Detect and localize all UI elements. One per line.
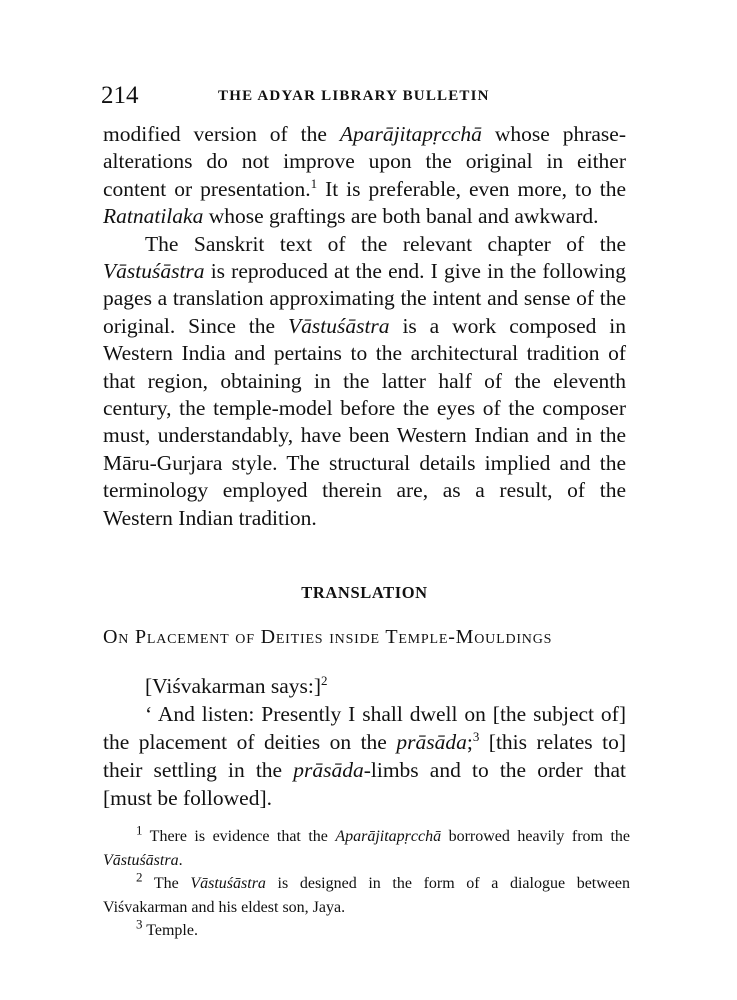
text-run: The Sanskrit text of the relevant chapter of the — [145, 231, 626, 256]
footnote-marker: 3 — [136, 916, 143, 932]
footnote — [103, 869, 631, 919]
text-run: [Viśvakarman says:] — [145, 674, 322, 698]
text-run: [this relates to] their settling in the — [103, 730, 626, 782]
body-paragraph — [103, 231, 626, 532]
footnote — [103, 916, 630, 943]
running-head: THE ADYAR LIBRARY BULLETIN — [218, 88, 490, 104]
footnote-marker: 2 — [321, 672, 328, 688]
italic-term: Aparājitapṛcchā — [339, 122, 482, 146]
text-run: The — [142, 875, 191, 892]
main-text — [103, 121, 626, 532]
text-run: It is preferable, even more, to the — [317, 176, 626, 201]
footnote-marker: 1 — [310, 175, 318, 191]
footnote — [103, 822, 631, 872]
italic-term: Vāstuśāstra — [287, 313, 390, 338]
page-number: 214 — [101, 82, 139, 109]
italic-term: Aparājitapṛcchā — [335, 828, 442, 845]
text-run: ; — [466, 730, 473, 754]
italic-term: prāsāda — [293, 758, 364, 782]
speaker-line — [103, 672, 626, 700]
chapter-subheading: On Placement of Deities inside Temple-Mouldings — [103, 626, 553, 648]
text-run: There is evidence that the — [142, 828, 336, 845]
footnote-marker: 2 — [136, 869, 143, 885]
text-run: . — [178, 851, 183, 869]
text-run: ‘ And listen: Presently I shall dwell on [the subject of] the placement of deities on the — [103, 702, 626, 754]
text-run: is a work composed in Western India and pertains to the architectural tradition of that region, obtaining in the latter half of the eleventh century, the temple-model before the eyes of the composer must, understandably, have been Western Indian and in the Māru-Gurjara style. The structural details implied and the terminology employed therein are, as a result, of the Western Indian tradition. — [103, 313, 627, 530]
italic-term: Ratnatilaka — [103, 204, 204, 229]
translation-paragraph — [103, 700, 626, 812]
text-run: modified version of the — [103, 122, 340, 146]
text-run: whose phrase-alterations do not improve upon the original in either content or presentation. — [103, 122, 626, 201]
page-header — [101, 82, 641, 116]
text-run: is reproduced at the end. I give in the following pages a translation approximating the intent and sense of the original. Since the — [103, 259, 626, 338]
text-run: Temple. — [142, 922, 198, 939]
text-run: -limbs and to the order that [must be followed]. — [103, 758, 626, 810]
italic-term: Vāstuśāstra — [103, 851, 179, 869]
text-run: is designed in the form of a dialogue between Viśvakarman and his eldest son, Jaya. — [103, 875, 631, 916]
text-run: whose graftings are both banal and awkward. — [203, 204, 599, 229]
italic-term: Vāstuśāstra — [103, 259, 205, 284]
footnotes — [103, 822, 631, 943]
text-run: borrowed heavily from the — [441, 828, 631, 845]
footnote-marker: 1 — [136, 822, 143, 838]
body-paragraph — [103, 121, 626, 231]
section-title: TRANSLATION — [301, 583, 428, 602]
italic-term: Vāstuśāstra — [190, 875, 266, 892]
translation-text — [103, 672, 626, 812]
footnote-marker: 3 — [472, 728, 480, 744]
italic-term: prāsāda — [396, 730, 467, 754]
